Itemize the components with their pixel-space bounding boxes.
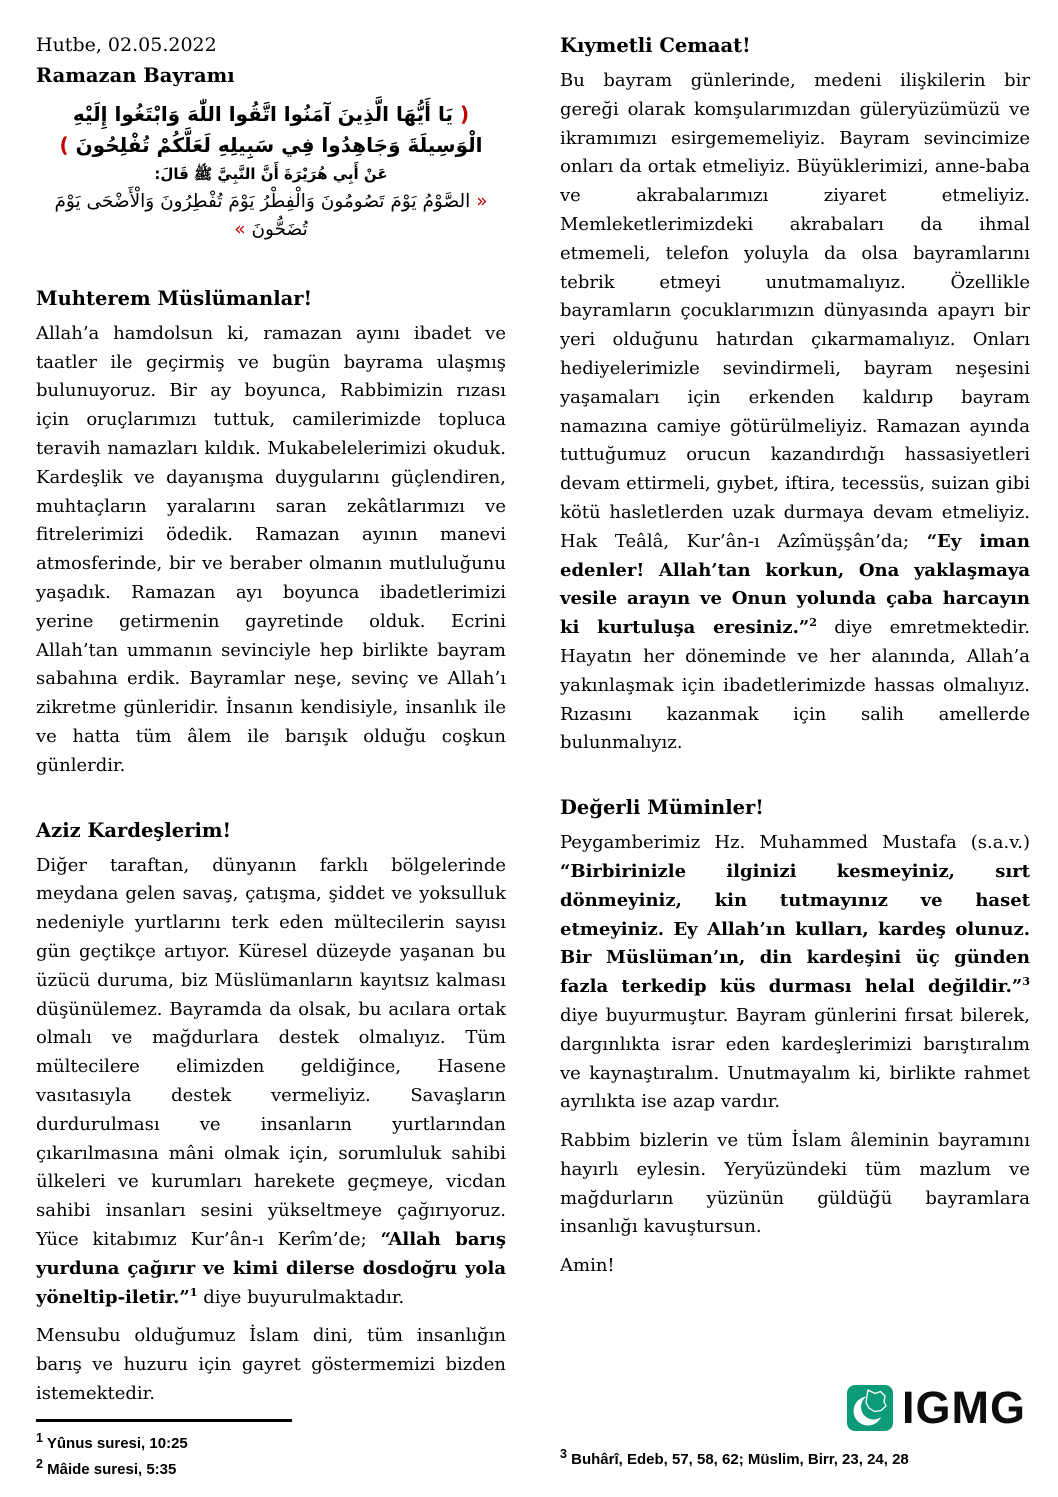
heading-kiymetli-cemaat: Kıymetli Cemaat!	[560, 34, 751, 57]
paragraph: Rabbim bizlerin ve tüm İslam âleminin bayramını hayırlı eylesin. Yeryüzündeki tüm mazlum ve mağdurların yüzünün güldüğü bayramlara insanlığı kavuştursun.	[560, 1130, 1030, 1238]
footnotes	[560, 1445, 1030, 1471]
paragraph-text: diye buyurulmaktadır.	[197, 1286, 405, 1308]
verse-open-paren: (	[460, 102, 470, 126]
arabic-quote-block	[36, 99, 506, 245]
footnote-ref: 2	[809, 616, 817, 630]
paragraph	[36, 852, 506, 1313]
heading-degerli-muminler: Değerli Müminler!	[560, 796, 764, 820]
footnote-separator	[36, 1419, 292, 1422]
paragraph-text: Diğer taraftan, dünyanın farklı bölgelerinde meydana gelen savaş, çatışma, şiddet ve yoksulluk nedeniyle yurtlarını terk eden mültecilerin sayısı gün geçtikçe artıyor. Küresel düzeyde yaşanan bu üzücü duruma, biz Müslümanların kayıtsız kalması düşünülemez. Bayramda da olsak, bu acılara ortak olmalı ve mağdurlara destek olmalıyız. Tüm mültecilere elimizden geldiğince, Hasene vasıtasıyla destek vermeliyiz. Savaşların durdurulması ve insanların yurtlarından çıkarılmasına mâni olmak için, sorumluluk sahibi ülkeleri ve kurumları harekete geçmeye, vicdan sahibi insanları sesini yükseltmeye çağırıyoruz. Yüce kitabımız Kur’ân-ı Kerîm’de;	[36, 854, 506, 1250]
igmg-logo-text: IGMG	[902, 1381, 1026, 1433]
footnote-section	[36, 1419, 506, 1482]
quran-quote: “Allah barış yurduna çağırır ve kimi dilerse dosdoğru yola yöneltip-iletir.”	[36, 1228, 506, 1308]
footnote-ref: 3	[1022, 975, 1030, 989]
footnote-marker: 2	[36, 1456, 43, 1471]
heading-muhterem-muslumanlar: Muhterem Müslümanlar!	[36, 286, 313, 310]
arabic-verse	[36, 99, 506, 161]
paragraph	[560, 67, 1030, 758]
document-title: Ramazan Bayramı	[36, 64, 235, 87]
paragraph-text: diye buyurmuştur. Bayram günlerini fırsat bilerek, dargınlıkta israr eden kardeşlerimizi barıştıralım ve kaynaştıralım. Unutmayalım ki, birlikte rahmet ayrılıkta ise azap vardır.	[560, 1004, 1030, 1113]
footnote	[36, 1429, 506, 1455]
amin-line: Amin!	[560, 1255, 615, 1277]
arabic-hadith	[36, 188, 506, 245]
paragraph-text: Peygamberimiz Hz. Muhammed Mustafa (s.a.v.)	[560, 832, 1030, 854]
footnote-text: Buhârî, Edeb, 57, 58, 62; Müslim, Birr, 23, 24, 28	[571, 1450, 909, 1468]
paragraph-text: Bu bayram günlerinde, medeni ilişkilerin bir gereği olarak komşularımızdan güleryüzümüzü ve ikramımızı esirgememeliyiz. Bayram sevincimize onları da ortak etmeliyiz. Büyüklerimizi, anne-baba ve akrabalarımızı ziyaret etmeliyiz. Memleketlerimizdeki akrabaları da ihmal etmemeli, telefon yoluyla da olsa bayramlarını tebrik etmeyi unutmamalıyız. Özellikle bayramların çocuklarımızın dünyasında apayrı bir yeri olduğunu hatırdan çıkarmamalıyız. Onları hediyelerimizle sevindirmeli, bayram neşesini yaşamaları için erkenden kaldırıp bayram namazına camiye götürülmeliyiz. Ramazan ayında tuttuğumuz orucun kazandırdığı hassasiyetleri devam ettirmeli, gıybet, iftira, tecessüs, suizan gibi kötü hasletlerden uzak durmaya devam etmeliyiz. Hak Teâlâ, Kur’ân-ı Azîmüşşân’da;	[560, 70, 1030, 552]
footnote-text: Yûnus suresi, 10:25	[46, 1434, 188, 1452]
paragraph: Allah’a hamdolsun ki, ramazan ayını ibadet ve taatler ile geçirmiş ve bugün bayrama ulaşmış bulunuyoruz. Bir ay boyunca, Rabbimizin rızası için oruçlarımızı tuttuk, camilerimizde topluca teravih namazları kıldık. Mukabelelerimizi okuduk. Kardeşlik ve dayanışma duygularını güçlendiren, muhtaçların yaralarını saran zekâtlarımızı ve fitrelerimizi ödedik. Ramazan ayının manevi atmosferinde, bir ve beraber olmanın mutluluğunu yaşadık. Ramazan ayı boyunca ibadetlerimizi yerine getirmenin gayretinde olduk. Ecrini Allah’tan ummanın sevinciyle hep birlikte bayram sabahına erdik. Bayramlar neşe, sevinç ve Allah’ı zikretme günleridir. İnsanın kendisiyle, insanlık ile ve hatta tüm âlem ile barışık olduğu coşkun günlerdir.	[36, 322, 506, 776]
hadith-open-guillemet: «	[476, 190, 488, 212]
footnote-ref: 1	[189, 1285, 198, 1299]
document-date: Hutbe, 02.05.2022	[36, 34, 217, 56]
heading-aziz-kardeslerim: Aziz Kardeşlerim!	[36, 818, 232, 842]
footnote-text: Mâide suresi, 5:35	[47, 1460, 177, 1478]
paragraph: Mensubu olduğumuz İslam dini, tüm insanlığın barış ve huzuru için gayret göstermemizi bizden istemektedir.	[36, 1325, 506, 1404]
verse-close-paren: )	[59, 133, 69, 157]
igmg-crescent-icon	[847, 1385, 893, 1431]
igmg-logo	[560, 1381, 1030, 1433]
right-column	[560, 34, 1030, 1471]
footnote	[36, 1455, 506, 1481]
paragraph-text: diye emretmektedir. Hayatın her döneminde ve her alanında, Allah’a yakınlaşmak için ibadetlerimizde hassas olmalıyız. Rızasını kazanmak için salih amellerde bulunmalıyız.	[560, 617, 1030, 754]
footnote-marker: 3	[560, 1446, 567, 1461]
hadith-narrator: عَنْ أَبِي هُرَيْرَةَ أَنَّ النَّبِيَّ ﷺ قَالَ:	[154, 165, 388, 183]
left-column	[36, 34, 506, 1478]
hadith-close-guillemet: »	[234, 219, 246, 241]
quran-quote: “Ey iman edenler! Allah’tan korkun, Ona yaklaşmaya vesile arayın ve Onun yolunda çaba harcayın ki kurtuluşa eresiniz.”	[560, 530, 1030, 639]
hadith-quote: “Birbirinizle ilginizi kesmeyiniz, sırt dönmeyiniz, kin tutmayınız ve haset etmeyiniz. Ey Allah’ın kulları, kardeş olunuz. Bir Müslüman’ın, din kardeşini üç günden fazla terkedip küs durması helal değildir.”	[560, 860, 1030, 998]
footnote	[560, 1445, 1030, 1471]
hadith-text: الصَّوْمُ يَوْمَ تَصُومُونَ وَالْفِطْرُ يَوْمَ تُفْطِرُونَ وَالْأَضْحَى يَوْمَ تُضَحُّونَ	[54, 190, 471, 241]
paragraph	[560, 829, 1030, 1117]
footnote-marker: 1	[36, 1430, 43, 1445]
footnotes	[36, 1429, 506, 1482]
verse-text: يَا أَيُّهَا الَّذِينَ آمَنُوا اتَّقُوا اللّٰهَ وَابْتَغُوا إِلَيْهِ الْوَسِيلَةَ وَجَاهِدُوا فِي سَبِيلِهِ لَعَلَّكُمْ تُفْلِحُونَ	[72, 102, 483, 157]
